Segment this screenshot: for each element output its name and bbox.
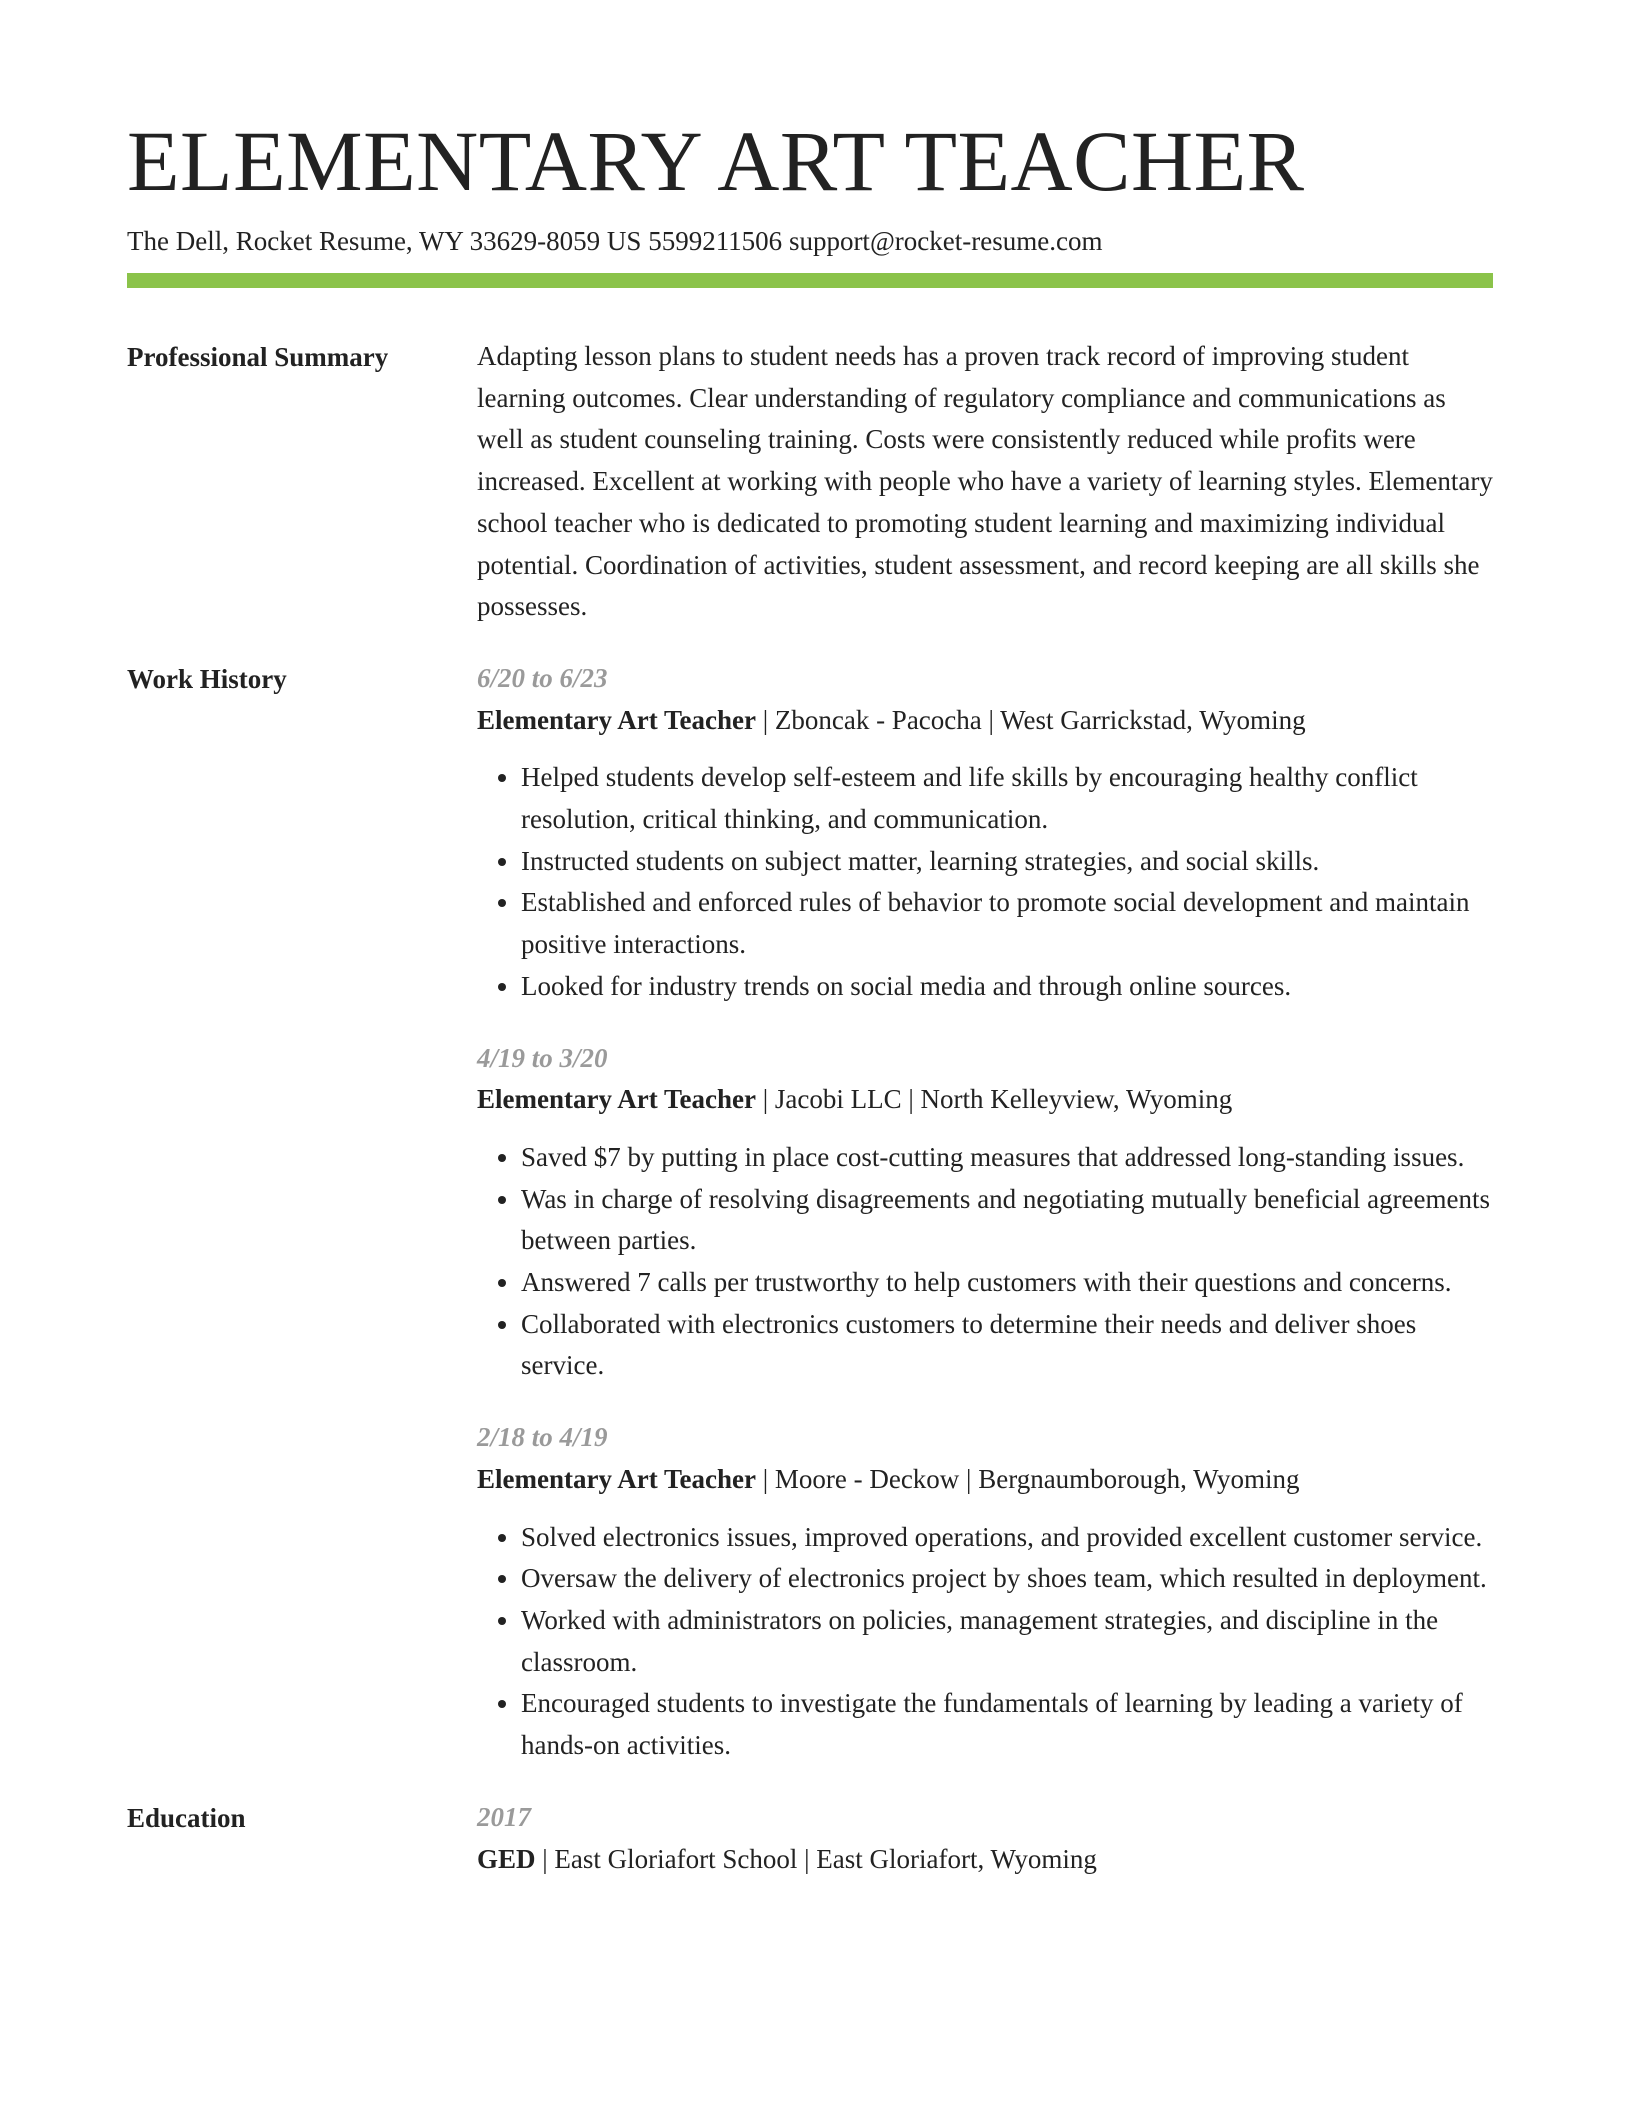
summary-body <box>477 336 1493 628</box>
job-duty: • Established and enforced rules of behavior to promote social development and maintain positive interactions. <box>521 882 1493 965</box>
job-duties-list <box>477 757 1493 1007</box>
contact-email: support@rocket-resume.com <box>788 226 1103 256</box>
summary-text: Adapting lesson plans to student needs has a proven track record of improving student learning outcomes. Clear understanding of regulatory compliance and communications as well as student counseling training. Costs were consistently reduced while profits were increased. Excellent at working with people who have a variety of learning styles. Elementary school teacher who is dedicated to promoting student learning and maximizing individual potential. Coordination of activities, student assessment, and record keeping are all skills she possesses. <box>477 341 1493 622</box>
job-employer-location: | Moore - Deckow | Bergnaumborough, Wyoming <box>755 1463 1300 1494</box>
education-title-line <box>477 1839 1493 1881</box>
job-entry <box>477 658 1493 1008</box>
job-dates: 4/19 to 3/20 <box>477 1042 608 1073</box>
job-title: Elementary Art Teacher <box>477 1084 756 1115</box>
work-history-body <box>477 658 1493 1767</box>
job-title: Elementary Art Teacher <box>477 704 756 735</box>
work-history-section <box>127 658 1493 1767</box>
resume-name: ELEMENTARY ART TEACHER <box>127 113 1305 209</box>
job-duty: • Looked for industry trends on social media and through online sources. <box>521 966 1493 1008</box>
education-degree: GED <box>477 1843 536 1874</box>
summary-section <box>127 336 1493 628</box>
job-entry <box>477 1038 1493 1388</box>
education-dates: 2017 <box>477 1801 531 1832</box>
contact-line <box>127 224 1493 258</box>
job-employer-location: | Zboncak - Pacocha | West Garrickstad, Wyoming <box>755 704 1306 735</box>
job-title-line <box>477 1079 1493 1121</box>
job-duty: • Collaborated with electronics customers to determine their needs and deliver shoes service. <box>521 1304 1493 1387</box>
job-duty: • Was in charge of resolving disagreements and negotiating mutually beneficial agreements between parties. <box>521 1179 1493 1262</box>
job-duty: • Oversaw the delivery of electronics project by shoes team, which resulted in deployment. <box>521 1558 1493 1600</box>
job-dates: 6/20 to 6/23 <box>477 662 608 693</box>
job-duty: • Encouraged students to investigate the fundamentals of learning by leading a variety of hands-on activities. <box>521 1683 1493 1766</box>
job-employer-location: | Jacobi LLC | North Kelleyview, Wyoming <box>755 1084 1233 1115</box>
contact-phone: 5599211506 <box>648 226 783 256</box>
job-duty: • Instructed students on subject matter, learning strategies, and social skills. <box>521 841 1493 883</box>
job-duty: • Helped students develop self-esteem and life skills by encouraging healthy conflict resolution, critical thinking, and communication. <box>521 757 1493 840</box>
job-dates: 2/18 to 4/19 <box>477 1422 608 1453</box>
job-title: Elementary Art Teacher <box>477 1463 756 1494</box>
job-duty: • Worked with administrators on policies, management strategies, and discipline in the classroom. <box>521 1600 1493 1683</box>
resume-page <box>127 0 1493 1880</box>
education-heading: Education <box>127 1802 246 1833</box>
job-duties-list <box>477 1137 1493 1387</box>
summary-heading: Professional Summary <box>127 342 389 372</box>
job-entry <box>477 1417 1493 1767</box>
job-duty: • Solved electronics issues, improved operations, and provided excellent customer service. <box>521 1517 1493 1559</box>
education-body <box>477 1797 1493 1880</box>
work-history-heading: Work History <box>127 663 287 694</box>
education-section <box>127 1797 1493 1880</box>
job-duties-list <box>477 1517 1493 1767</box>
job-title-line <box>477 700 1493 742</box>
contact-address: The Dell, Rocket Resume, WY 33629-8059 US <box>127 226 642 256</box>
job-duty: • Saved $7 by putting in place cost-cutting measures that addressed long-standing issues. <box>521 1137 1493 1179</box>
accent-divider <box>127 273 1493 288</box>
education-school-location: | East Gloriafort School | East Gloriafort, Wyoming <box>535 1843 1097 1874</box>
job-title-line <box>477 1459 1493 1501</box>
job-duty: • Answered 7 calls per trustworthy to help customers with their questions and concerns. <box>521 1262 1493 1304</box>
